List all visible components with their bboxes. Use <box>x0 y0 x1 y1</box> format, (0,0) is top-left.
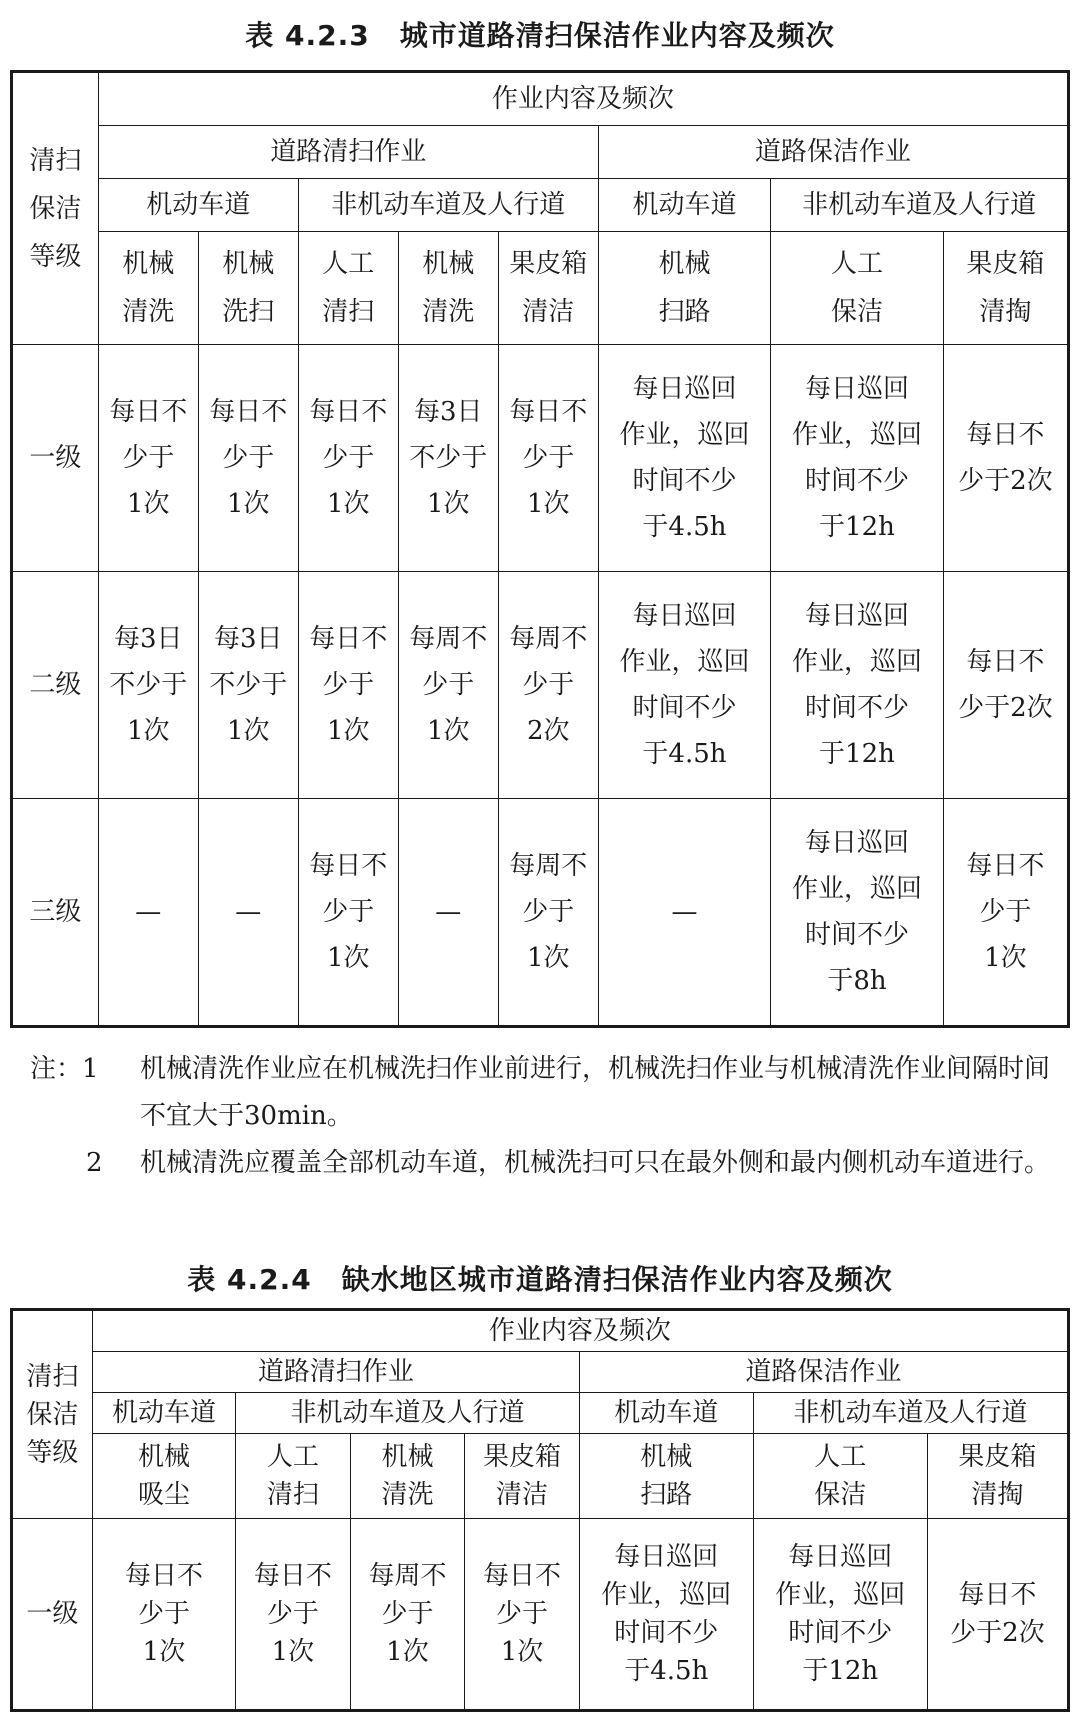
table-cell: 每日不 少于 1次 <box>943 799 1068 1027</box>
table1-caption-number: 表 4.2.3 <box>245 19 370 52</box>
table1-column-header: 人工 保洁 <box>771 232 944 345</box>
table-cell: 每日不 少于 1次 <box>298 799 398 1027</box>
table-cell: 每日巡回 作业，巡回 时间不少 于12h <box>771 572 944 799</box>
table-row <box>12 572 1069 799</box>
table2-column-header: 人工 清扫 <box>236 1434 351 1519</box>
table2-nonmotor-clean: 非机动车道及人行道 <box>753 1393 1068 1434</box>
table-cell: 每日不 少于 1次 <box>92 1519 235 1711</box>
grade-cell: 二级 <box>12 572 99 799</box>
table2-column-header: 机械 扫路 <box>579 1434 753 1519</box>
table-cell: — <box>98 799 198 1027</box>
table-row <box>12 1519 1069 1711</box>
grade-cell: 一级 <box>12 345 99 572</box>
note-item <box>30 1046 1060 1140</box>
table-cell: 每日巡回 作业，巡回 时间不少 于4.5h <box>598 345 771 572</box>
table-cell: 每日巡回 作业，巡回 时间不少 于8h <box>771 799 944 1027</box>
table1-caption-title: 城市道路清扫保洁作业内容及频次 <box>399 19 835 52</box>
note-label: 注： <box>30 1054 83 1084</box>
table2 <box>10 1308 1070 1712</box>
table-row <box>12 345 1069 572</box>
note-number: 2 <box>86 1148 103 1178</box>
table2-caption <box>0 1258 1080 1298</box>
table1-content-header: 作业内容及频次 <box>98 72 1068 126</box>
table2-sweep-header: 道路清扫作业 <box>92 1352 579 1393</box>
grade-cell: 一级 <box>12 1519 93 1711</box>
table-cell: 每3日 不少于 1次 <box>198 572 298 799</box>
table2-grade-header: 清扫 保洁 等级 <box>12 1310 93 1519</box>
table-cell: 每日巡回 作业，巡回 时间不少 于12h <box>753 1519 927 1711</box>
table2-content-header: 作业内容及频次 <box>92 1310 1068 1352</box>
table-cell: 每日巡回 作业，巡回 时间不少 于4.5h <box>598 572 771 799</box>
table-cell: 每日不 少于 1次 <box>298 572 398 799</box>
table-cell: 每日不 少于 1次 <box>498 345 598 572</box>
table1 <box>10 70 1070 1028</box>
table1-clean-header: 道路保洁作业 <box>598 126 1068 179</box>
table-cell: 每3日 不少于 1次 <box>398 345 498 572</box>
table2-caption-number: 表 4.2.4 <box>187 1263 312 1296</box>
table2-caption-title: 缺水地区城市道路清扫保洁作业内容及频次 <box>341 1263 893 1296</box>
table-cell: — <box>198 799 298 1027</box>
table2-nonmotor-sweep: 非机动车道及人行道 <box>236 1393 580 1434</box>
table1-motor-lane-sweep: 机动车道 <box>98 179 298 232</box>
table-cell: 每日不 少于2次 <box>943 572 1068 799</box>
table-cell: 每3日 不少于 1次 <box>98 572 198 799</box>
table-cell: 每周不 少于 1次 <box>498 799 598 1027</box>
table-row <box>12 799 1069 1027</box>
table2-column-header: 人工 保洁 <box>753 1434 927 1519</box>
note-number: 1 <box>82 1054 99 1084</box>
table2-column-header: 果皮箱 清洁 <box>465 1434 580 1519</box>
table2-column-header: 机械 清洗 <box>350 1434 465 1519</box>
table2-clean-header: 道路保洁作业 <box>579 1352 1068 1393</box>
table-cell: 每日不 少于 1次 <box>198 345 298 572</box>
table1-caption <box>0 14 1080 54</box>
table1-motor-lane-clean: 机动车道 <box>598 179 771 232</box>
table2-column-header: 机械 吸尘 <box>92 1434 235 1519</box>
table-cell: 每日不 少于2次 <box>943 345 1068 572</box>
table2-column-header: 果皮箱 清掏 <box>927 1434 1068 1519</box>
table1-column-header: 人工 清扫 <box>298 232 398 345</box>
table-cell: 每周不 少于 1次 <box>350 1519 465 1711</box>
table-cell: 每日巡回 作业，巡回 时间不少 于12h <box>771 345 944 572</box>
table-notes <box>30 1046 1060 1187</box>
table-cell: 每日不 少于 1次 <box>236 1519 351 1711</box>
note-text: 机械清洗作业应在机械洗扫作业前进行，机械洗扫作业与机械清洗作业间隔时间不宜大于30min。 <box>140 1054 1051 1131</box>
grade-cell: 三级 <box>12 799 99 1027</box>
table1-column-header: 果皮箱 清掏 <box>943 232 1068 345</box>
table-cell: 每日不 少于 1次 <box>298 345 398 572</box>
table1-sweep-header: 道路清扫作业 <box>98 126 598 179</box>
table-cell: 每日不 少于2次 <box>927 1519 1068 1711</box>
table-cell: 每周不 少于 1次 <box>398 572 498 799</box>
table1-column-header: 机械 洗扫 <box>198 232 298 345</box>
table1-nonmotor-clean: 非机动车道及人行道 <box>771 179 1069 232</box>
table2-motor-lane-sweep: 机动车道 <box>92 1393 235 1434</box>
table-cell: 每周不 少于 2次 <box>498 572 598 799</box>
table-cell: 每日巡回 作业，巡回 时间不少 于4.5h <box>579 1519 753 1711</box>
note-item <box>30 1140 1060 1187</box>
table-cell: — <box>398 799 498 1027</box>
table-cell: 每日不 少于 1次 <box>465 1519 580 1711</box>
table1-column-header: 机械 扫路 <box>598 232 771 345</box>
table1-column-header: 机械 清洗 <box>98 232 198 345</box>
table2-motor-lane-clean: 机动车道 <box>579 1393 753 1434</box>
table1-grade-header: 清扫 保洁 等级 <box>12 72 99 345</box>
table1-column-header: 机械 清洗 <box>398 232 498 345</box>
table1-nonmotor-sweep: 非机动车道及人行道 <box>298 179 598 232</box>
table1-column-header: 果皮箱 清洁 <box>498 232 598 345</box>
table-cell: 每日不 少于 1次 <box>98 345 198 572</box>
note-text: 机械清洗应覆盖全部机动车道，机械洗扫可只在最外侧和最内侧机动车道进行。 <box>140 1148 1051 1178</box>
table-cell: — <box>598 799 771 1027</box>
